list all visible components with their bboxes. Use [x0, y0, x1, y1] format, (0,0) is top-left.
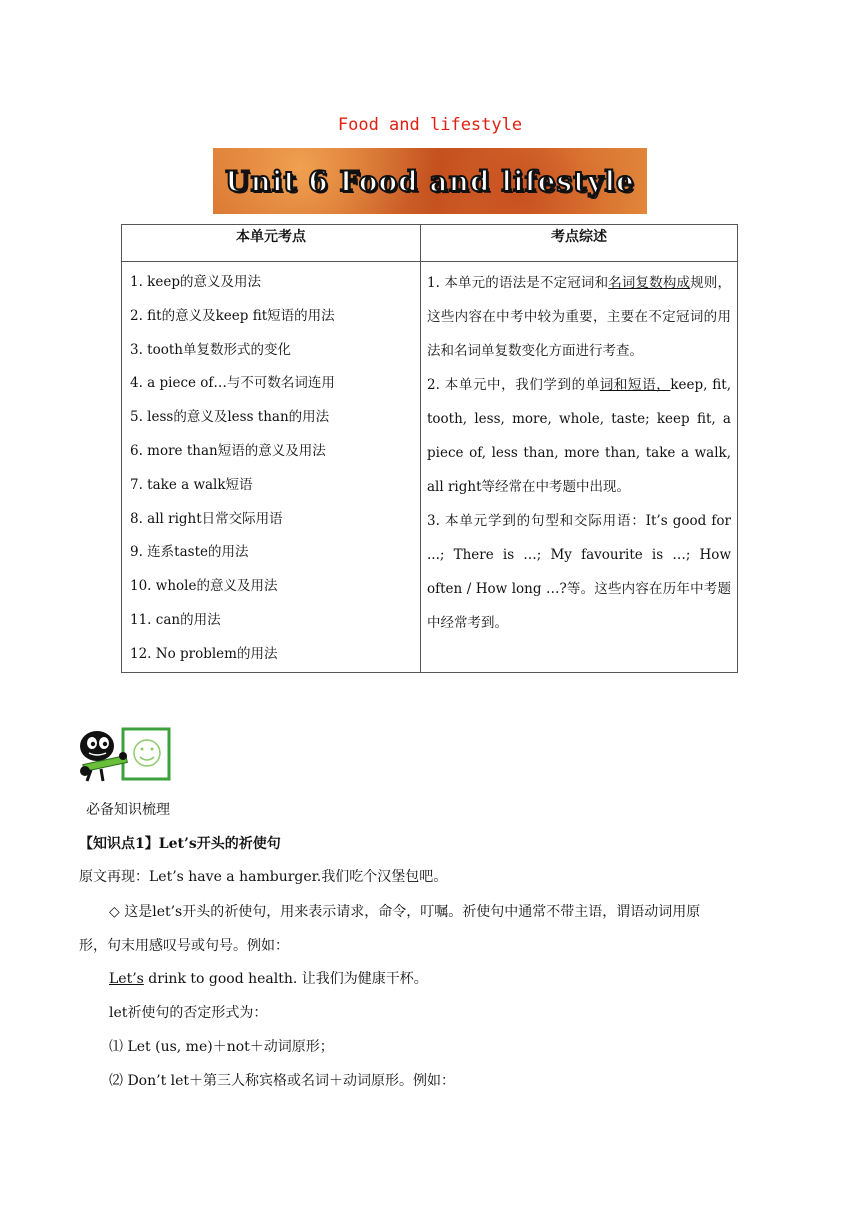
banner-text: Unit 6 Food and lifestyle: [225, 164, 635, 198]
negative-form-1: ⑴ Let (us, me)＋not＋动词原形；: [109, 1039, 334, 1055]
example-rest: drink to good health. 让我们为健康干杯。: [143, 971, 428, 987]
negative-intro: let祈使句的否定形式为：: [109, 1005, 268, 1021]
summary-cell: [421, 262, 738, 673]
summary-1a: 1. 本单元的语法是不定冠词和: [427, 275, 609, 291]
mascot-icon: [77, 726, 172, 784]
summary-paragraph-1: [427, 266, 731, 368]
table-header-summary: 考点综述: [421, 225, 738, 262]
summary-paragraph-3: 3. 本单元学到的句型和交际用语：It’s good for ...; There is …; My favourite is …; How often / How long …?等。这些内容在历年中考题中经常考到。: [427, 513, 731, 631]
explanation-line-2: 形，句末用感叹号或句号。例如：: [79, 938, 289, 954]
example-sentence: [109, 968, 428, 988]
list-item: 8. all right日常交际用语: [130, 510, 283, 527]
section-title: 必备知识梳理: [86, 802, 170, 818]
summary-2b: keep, fit, tooth, less, more, whole, taste; keep fit, a piece of, less than, more than, take a walk, all right等经常在中考题中出现。: [427, 377, 732, 495]
document-title: Food and lifestyle: [337, 115, 523, 135]
list-item: 11. can的用法: [130, 611, 221, 628]
negative-form-2: ⑵ Don’t let＋第三人称宾格或名词＋动词原形。例如：: [109, 1073, 456, 1089]
knowledge-point-heading: 【知识点1】Let’s开头的祈使句: [79, 836, 281, 852]
list-item: 9. 连系taste的用法: [130, 544, 249, 561]
list-item: 7. take a walk短语: [130, 476, 253, 493]
explanation-line-1: ◇ 这是let’s开头的祈使句，用来表示请求，命令，叮嘱。祈使句中通常不带主语，谓语动词用原: [109, 904, 701, 920]
summary-1-underlined: 名词复数构成: [608, 275, 691, 291]
list-item: 1. keep的意义及用法: [130, 274, 261, 290]
unit-banner: [213, 148, 647, 214]
exam-points-table: [121, 224, 738, 673]
summary-paragraph-2: [427, 368, 731, 504]
list-item: 2. fit的意义及keep fit短语的用法: [130, 307, 335, 324]
summary-2a: 2. 本单元中，我们学到的单: [427, 377, 600, 393]
list-item: 10. whole的意义及用法: [130, 578, 278, 595]
list-item: 3. tooth单复数形式的变化: [130, 341, 291, 358]
list-item: 5. less的意义及less than的用法: [130, 409, 330, 426]
example-underlined: Let’s: [109, 971, 144, 987]
original-text: 原文再现：Let’s have a hamburger.我们吃个汉堡包吧。: [79, 869, 448, 885]
summary-2-underlined: 词和短语，: [599, 377, 671, 393]
list-item: 12. No problem的用法: [130, 645, 278, 662]
list-item: 6. more than短语的意义及用法: [130, 442, 326, 459]
points-cell: [122, 262, 421, 673]
list-item: 4. a piece of…与不可数名词连用: [130, 375, 335, 392]
table-header-points: 本单元考点: [122, 225, 421, 262]
summary-1b: 规则，这些内容在中考中较为重要，主要在不定冠词的用法和名词单复数变化方面进行考查。: [427, 275, 732, 359]
